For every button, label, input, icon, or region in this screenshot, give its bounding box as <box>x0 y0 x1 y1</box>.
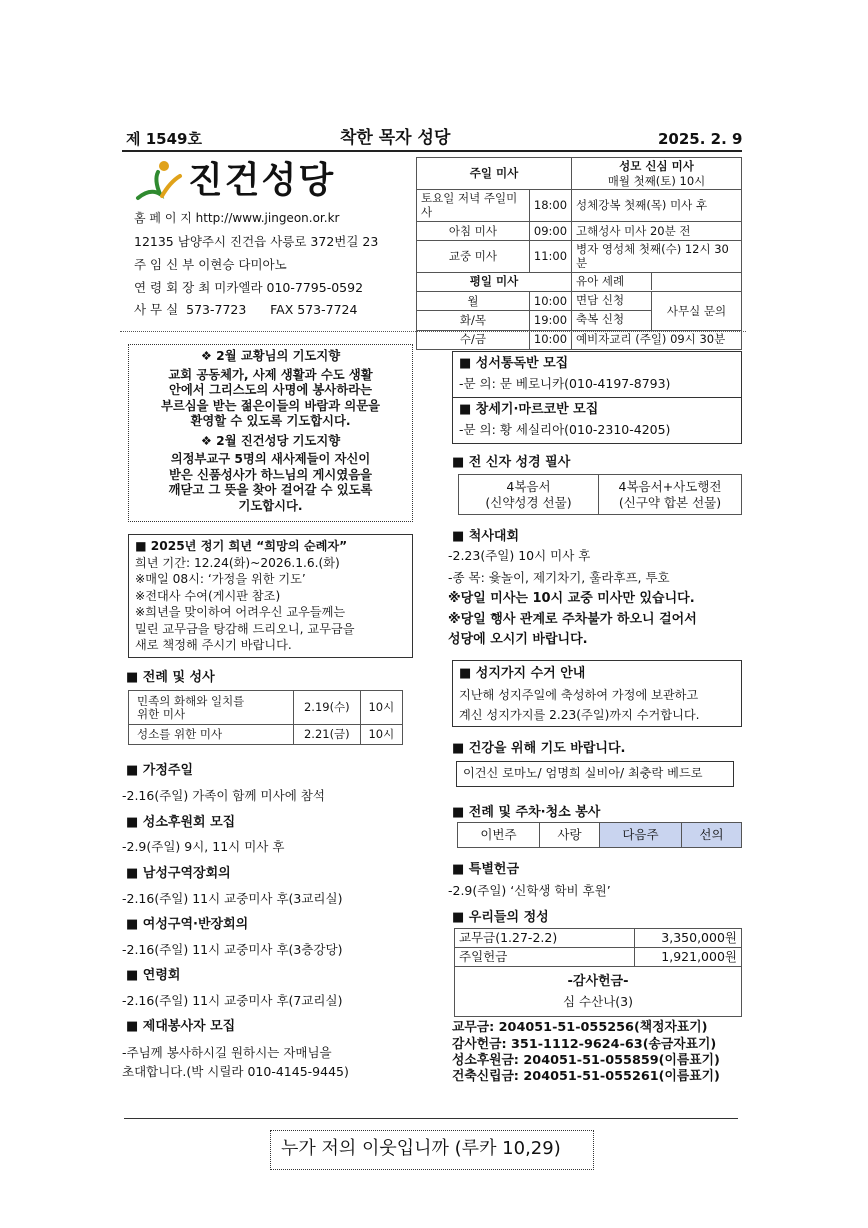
mass-name: 아침 미사 <box>417 221 530 240</box>
offering-table <box>454 928 742 1017</box>
church-logo <box>134 158 394 206</box>
offering-amount: 1,921,000원 <box>635 948 742 967</box>
service-cell: 사랑 <box>539 823 599 848</box>
palm-title: ■ 성지가지 수거 안내 <box>459 666 586 681</box>
transcription-cell <box>459 475 599 515</box>
liturgy-date: 2.19(수) <box>294 691 361 725</box>
mass-note: 성체강복 첫째(목) 미사 후 <box>572 190 742 222</box>
bible-study-contact: -문 의: 문 베로니카(010-4197-8793) <box>459 376 671 392</box>
section-title: ■ 가정주일 <box>126 763 194 778</box>
transcription-gift: (신약성경 선물) <box>485 494 572 510</box>
health-title: ■ 건강을 위해 기도 바랍니다. <box>452 741 626 756</box>
service-cell-highlight: 선의 <box>681 823 741 848</box>
palm-line: 지난해 성지주일에 축성하여 가정에 보관하고 <box>459 688 699 703</box>
section-title: ■ 여성구역·반장회의 <box>126 917 249 932</box>
jubilee-line: ※매일 08시: ‘가정을 위한 기도’ <box>135 572 306 586</box>
parish-title: 착한 목자 성당 <box>340 128 451 148</box>
prayer-line: 교회 공동체가, 사제 생활과 수도 생활 <box>168 367 373 382</box>
section-line: -주님께 봉사하시길 원하시는 자매님을 <box>122 1045 332 1060</box>
prayer-intention-box <box>128 344 413 522</box>
info-council: 연 령 회 장 최 미카엘라 010-7795-0592 <box>134 280 364 295</box>
monthly-mass-header: 성모 신심 미사 <box>619 159 694 174</box>
mass-note: 고해성사 미사 20분 전 <box>572 221 742 240</box>
section-title: ■ 성소후원회 모집 <box>126 815 236 830</box>
mass-note: 병자 영성체 첫째(수) 12시 30분 <box>572 240 742 272</box>
account-line: 교무금: 204051-51-055256(책정자표기) <box>452 1020 708 1035</box>
prayer-line: 환영할 수 있도록 기도합시다. <box>190 414 351 428</box>
liturgy-date: 2.21(금) <box>294 725 361 745</box>
prayer-title-parish: ❖ 2월 진건성당 기도지향 <box>200 433 341 448</box>
monthly-mass-sub: 매월 첫째(토) 10시 <box>607 173 706 188</box>
dotted-divider <box>120 331 746 332</box>
mass-time: 10:00 <box>529 291 571 311</box>
section-line: -2.16(주일) 11시 교중미사 후(7교리실) <box>122 993 343 1008</box>
request-cell <box>572 291 742 330</box>
thanks-cell <box>455 967 742 1017</box>
offering-title: ■ 우리들의 정성 <box>452 910 549 925</box>
liturgy-name: 성소를 위한 미사 <box>129 725 294 745</box>
monthly-mass-cell <box>572 158 742 190</box>
infant-baptism: 유아 세례 <box>572 273 652 289</box>
prayer-line: 부르심을 받는 젊은이들의 바람과 의문을 <box>160 398 381 413</box>
bible-study-title: ■ 창세기·마르코반 모집 <box>459 402 599 417</box>
jubilee-line: ※희년을 맞이하여 어려우신 교우들께는 <box>135 605 346 619</box>
section-line: -2.16(주일) 11시 교중미사 후(3교리실) <box>122 891 343 906</box>
mass-name: 토요일 저녁 주일미사 <box>417 190 530 222</box>
mass-note: 축복 신청 <box>576 311 625 326</box>
service-cell: 이번주 <box>458 823 540 848</box>
prayer-line: 깨닫고 그 뜻을 찾아 걸어갈 수 있도록 <box>168 483 373 497</box>
bible-study-contact: -문 의: 황 세실리아(010-2310-4205) <box>459 422 671 438</box>
header-rule <box>122 150 742 152</box>
info-homepage: 홈 페 이 지 http://www.jingeon.or.kr <box>134 211 340 225</box>
footer-rule <box>124 1118 738 1119</box>
special-title: ■ 특별헌금 <box>452 862 520 877</box>
sports-notice: 성당에 오시기 바랍니다. <box>448 632 588 647</box>
office-inquiry: 사무실 문의 <box>666 303 727 318</box>
liturgy-time: 10시 <box>360 725 402 745</box>
prayer-line: 기도합시다. <box>238 498 303 513</box>
bible-study-box <box>452 351 742 444</box>
mass-note: 면담 신청 <box>572 292 651 311</box>
thanks-title: -감사헌금- <box>567 973 629 989</box>
thanks-name: 심 수산나(3) <box>563 993 633 1009</box>
info-pastor: 주 임 신 부 이현승 다미아노 <box>134 257 287 272</box>
service-cell-highlight: 다음주 <box>599 823 681 848</box>
transcription-name: 4복음서+사도행전 <box>618 478 722 494</box>
section-line: 초대합니다.(박 시릴라 010-4145-9445) <box>122 1064 349 1079</box>
section-line: -2.16(주일) 가족이 함께 미사에 참석 <box>122 788 325 803</box>
prayer-line: 의정부교구 5명의 새사제들이 자신이 <box>170 452 371 466</box>
jubilee-line: 밀린 교무금을 탕감해 드리오니, 교무금을 <box>135 621 355 636</box>
info-office: 사 무 실 573-7723 FAX 573-7724 <box>134 302 358 317</box>
palm-line: 계신 성지가지를 2.23(주일)까지 수거합니다. <box>459 707 700 722</box>
liturgy-table <box>128 690 403 745</box>
service-table <box>457 822 742 848</box>
mass-time: 11:00 <box>529 240 571 272</box>
transcription-table <box>458 474 742 515</box>
prayer-line: 안에서 그리스도의 사명에 봉사하라는 <box>169 383 372 397</box>
info-address: 12135 남양주시 진건읍 사릉로 372번길 23 <box>134 234 379 249</box>
bulletin-date: 2025. 2. 9 <box>658 130 743 148</box>
sports-line: -종 목: 윷놀이, 제기차기, 훌라후프, 투호 <box>448 570 670 585</box>
health-names: 이건신 로마노/ 엄명희 실비아/ 최충락 베드로 <box>456 761 734 787</box>
jubilee-title: ■ 2025년 정기 희년 “희망의 순례자” <box>135 539 348 553</box>
transcription-title: ■ 전 신자 성경 필사 <box>452 455 571 470</box>
jubilee-line: 희년 기간: 12.24(화)~2026.1.6.(화) <box>135 555 340 570</box>
liturgy-name: 민족의 화해와 일치를 위한 미사 <box>129 691 294 725</box>
sports-title: ■ 척사대회 <box>452 529 520 544</box>
section-title: ■ 제대봉사자 모집 <box>126 1019 236 1034</box>
issue-number: 제 1549호 <box>126 130 202 148</box>
liturgy-time: 10시 <box>360 691 402 725</box>
sports-notice: ※당일 행사 관계로 주차불가 하오니 걸어서 <box>448 612 697 627</box>
mass-name: 월 <box>417 291 530 311</box>
account-line: 건축신립금: 204051-51-055261(이름표기) <box>452 1069 720 1084</box>
service-title: ■ 전례 및 주차·청소 봉사 <box>452 805 601 820</box>
weekday-mass-header: 평일 미사 <box>417 272 572 291</box>
mass-name: 교중 미사 <box>417 240 530 272</box>
mass-name: 수/금 <box>417 330 530 349</box>
logo-mark-icon <box>134 158 186 204</box>
infant-baptism-cell <box>572 272 742 291</box>
mass-time: 10:00 <box>529 330 571 349</box>
mass-time: 09:00 <box>529 221 571 240</box>
sports-notice: ※당일 미사는 10시 교중 미사만 있습니다. <box>448 591 695 606</box>
special-line: -2.9(주일) ‘신학생 학비 후원’ <box>448 883 611 898</box>
palm-collection-box <box>452 660 742 727</box>
offering-amount: 3,350,000원 <box>635 929 742 948</box>
mass-time: 18:00 <box>529 190 571 222</box>
account-line: 감사헌금: 351-1112-9624-63(송금자표기) <box>452 1037 717 1052</box>
transcription-cell <box>599 475 742 515</box>
jubilee-line: 새로 책정해 주시기 바랍니다. <box>135 638 292 652</box>
prayer-line: 받은 신품성사가 하느님의 게시였음을 <box>169 467 372 482</box>
jubilee-box <box>128 534 413 658</box>
offering-name: 교무금(1.27-2.2) <box>455 929 635 948</box>
transcription-name: 4복음서 <box>506 478 551 494</box>
footer-verse: 누가 저의 이웃입니까 (루카 10,29) <box>270 1130 594 1170</box>
prayer-title-pope: ❖ 2월 교황님의 기도지향 <box>200 349 341 363</box>
sports-line: -2.23(주일) 10시 미사 후 <box>448 548 591 563</box>
section-line: -2.16(주일) 11시 교중미사 후(3층강당) <box>122 942 343 957</box>
mass-note: 예비자교리 (주일) 09시 30분 <box>572 330 742 349</box>
offering-name: 주일헌금 <box>455 948 635 967</box>
bible-study-title: ■ 성서통독반 모집 <box>459 356 569 371</box>
mass-time: 19:00 <box>529 311 571 331</box>
sunday-mass-header: 주일 미사 <box>417 158 572 190</box>
mass-schedule-table <box>416 157 742 350</box>
section-title: ■ 남성구역장회의 <box>126 866 231 881</box>
jubilee-line: ※전대사 수여(게시판 참조) <box>135 588 281 603</box>
logo-text: 진건성당 <box>188 160 336 201</box>
section-title: ■ 연령회 <box>126 968 181 983</box>
account-line: 성소후원금: 204051-51-055859(이름표기) <box>452 1053 720 1068</box>
liturgy-title: ■ 전례 및 성사 <box>126 670 215 685</box>
mass-name: 화/목 <box>417 311 530 331</box>
section-line: -2.9(주일) 9시, 11시 미사 후 <box>122 839 285 854</box>
transcription-gift: (신구약 합본 선물) <box>618 494 722 510</box>
